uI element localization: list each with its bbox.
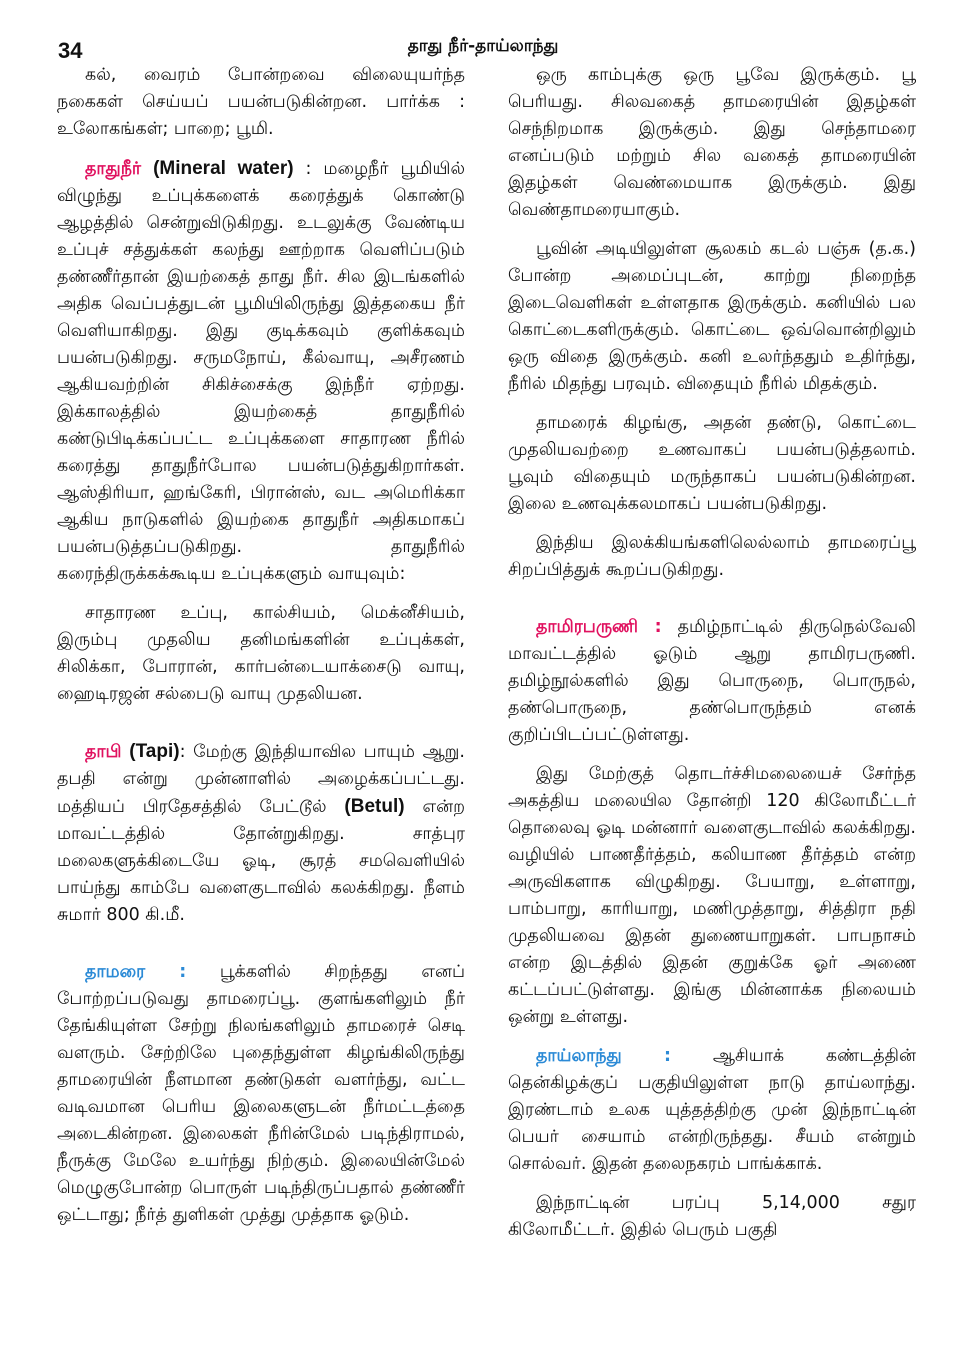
left-column xyxy=(57,62,465,1356)
tapi-body-b: என்ற மாவட்டத்தில் தோன்றுகிறது. சாத்புர மலைகளுக்கிடையே ஓடி, சூரத் சமவெளியில் பாய்ந்து காம்பே வளைகுடாவில் கலக்கிறது. நீளம் சுமார் 800 கி.மீ. xyxy=(57,797,465,925)
lotus-body: பூக்களில் சிறந்தது எனப் போற்றப்படுவது தாமரைப்பூ. குளங்களிலும் நீர் தேங்கியுள்ள சேற்று நிலங்களிலும் தாமரைச் செடி வளரும். சேற்றிலே புதைந்துள்ள கிழங்கிலிருந்து தாமரையின் நீளமான தண்டுகள் வளர்ந்து, வட்ட வடிவமான பெரிய இலைகளுடன் நீர்மட்டத்தை அடைகின்றன. இலைகள் நீரின்மேல் படிந்திராமல், நீருக்கு மேலே உயர்ந்து நிற்கும். இலையின்மேல் மெழுகுபோன்ற பொருள் படிந்திருப்பதால் தண்ணீர் ஒட்டாது; நீர்த் துளிகள் முத்து முத்தாக ஓடும். xyxy=(57,962,465,1225)
entry-lotus xyxy=(57,959,465,1229)
thailand-body-2: இந்நாட்டின் பரப்பு 5,14,000 சதுர கிலோமீட்டர். இதில் பெரும் பகுதி xyxy=(508,1193,916,1240)
right-column xyxy=(508,62,916,1356)
mineral-water-list: சாதாரண உப்பு, கால்சியம், மெக்னீசியம், இரும்பு முதலிய தனிமங்களின் உப்புக்கள், சிலிக்கா, போரான், கார்பன்டையாக்சைடு வாயு, ஹைடிரஜன் சல்பைடு வாயு முதலியன. xyxy=(57,603,465,704)
running-head: தாது நீர்-தாய்லாந்து xyxy=(407,36,559,56)
tamirabarani-body-1: தமிழ்நாட்டில் திருநெல்வேலி மாவட்டத்தில் ஓடும் ஆறு தாமிரபருணி. தமிழ்நூல்களில் இது பொருநை, பொருநல், தண்பொருநை, தண்பொருந்தம் எனக் குறிப்பிடப்பட்டுள்ளது. xyxy=(508,617,916,745)
entry-tamirabarani xyxy=(508,614,916,749)
lotus-continued-1: ஒரு காம்புக்கு ஒரு பூவே இருக்கும். பூ பெரியது. சிலவகைத் தாமரையின் இதழ்கள் செந்நிறமாக இருக்கும். இது செந்தாமரை எனப்படும் மற்றும் சில வகைத் தாமரையின் இதழ்கள் வெண்மையாக இருக்கும். இது வெண்தாமரையாகும். xyxy=(508,65,916,220)
latin-mineral-water: (Mineral water) xyxy=(153,158,294,179)
lotus-continued-2: பூவின் அடியிலுள்ள சூலகம் கடல் பஞ்சு (த.க.) போன்ற அமைப்புடன், காற்று நிறைந்த இடைவெளிகள் உள்ளதாக இருக்கும். கனியில் பல கொட்டைகளிருக்கும். கொட்டை ஒவ்வொன்றிலும் ஒரு விதை இருக்கும். கனி உலர்ந்ததும் உதிர்ந்து, நீரில் மிதந்து பரவும். விதையும் நீரில் மிதக்கும். xyxy=(508,239,916,394)
latin-tapi: (Tapi) xyxy=(129,741,180,762)
thailand-body-1: ஆசியாக் கண்டத்தின் தென்கிழக்குப் பகுதியிலுள்ள நாடு தாய்லாந்து. இரண்டாம் உலக யுத்தத்திற்கு முன் இந்நாட்டின் பெயர் சையாம் என்றிருந்தது. சீயம் என்றும் சொல்வர். இதன் தலைநகரம் பாங்க்காக். xyxy=(508,1046,916,1174)
headword-tamirabarani: தாமிரபருணி : xyxy=(536,617,662,637)
entry-tapi xyxy=(57,738,465,929)
intro-paragraph: கல், வைரம் போன்றவை விலையுயர்ந்த நகைகள் செய்யப் பயன்படுகின்றன. பார்க்க : உலோகங்கள்; பாறை; பூமி. xyxy=(57,65,465,139)
lotus-continued-4: இந்திய இலக்கியங்களிலெல்லாம் தாமரைப்பூ சிறப்பித்துக் கூறப்படுகிறது. xyxy=(508,533,916,580)
entry-mineral-water xyxy=(57,155,465,588)
latin-betul: (Betul) xyxy=(344,796,405,817)
headword-tapi: தாபி xyxy=(85,742,122,762)
tapi-body-a: : மேற்கு இந்தியாவில பாயும் ஆறு. தபதி என்று முன்னாளில் அழைக்கப்பட்டது. மத்தியப் பிரதேசத்தில் பேட்டூல் xyxy=(57,742,465,817)
page-number: 34 xyxy=(58,38,83,63)
entry-thailand xyxy=(508,1043,916,1178)
headword-lotus: தாமரை : xyxy=(85,962,187,982)
tamirabarani-body-2: இது மேற்குத் தொடர்ச்சிமலையைச் சேர்ந்த அகத்திய மலையில தோன்றி 120 கிலோமீட்டர் தொலைவு ஓடி மன்னார் வளைகுடாவில் கலக்கிறது. வழியில் பாணதீர்த்தம், கலியாண தீர்த்தம் என்ற அருவிகளாக விழுகிறது. பேயாறு, உள்ளாறு, பாம்பாறு, காரியாறு, மணிமுத்தாறு, சித்திரா நதி முதலியவை இதன் துணையாறுகள். பாபநாசம் என்ற இடத்தில் இதன் குறுக்கே ஓர் அணை கட்டப்பட்டுள்ளது. இங்கு மின்னாக்க நிலையம் ஒன்று உள்ளது. xyxy=(508,764,916,1027)
lotus-continued-3: தாமரைக் கிழங்கு, அதன் தண்டு, கொட்டை முதலியவற்றை உணவாகப் பயன்படுத்தலாம். பூவும் விதையும் மருந்தாகப் பயன்படுகின்றன. இலை உணவுக்கலமாகப் பயன்படுகிறது. xyxy=(508,413,916,514)
headword-mineral-water: தாதுநீர் xyxy=(85,159,142,179)
headword-thailand: தாய்லாந்து : xyxy=(536,1046,671,1066)
mineral-water-body: : மழைநீர் பூமியில் விழுந்து உப்புக்களைக் கரைத்துக் கொண்டு ஆழத்தில் சென்றுவிடுகிறது. உடலுக்கு வேண்டிய உப்புச் சத்துக்கள் கலந்து ஊற்றாக வெளிப்படும் தண்ணீர்தான் இயற்கைத் தாது நீர். சில இடங்களில் அதிக வெப்பத்துடன் பூமியிலிருந்து இத்தகைய நீர் வெளியாகிறது. இது குடிக்கவும் குளிக்கவும் பயன்படுகிறது. சருமநோய், கீல்வாயு, அசீரணம் ஆகியவற்றின் சிகிச்சைக்கு இந்நீர் ஏற்றது. இக்காலத்தில் இயற்கைத் தாதுநீரில் கண்டுபிடிக்கப்பட்ட உப்புக்களை சாதாரண நீரில் கரைத்து தாதுநீர்போல பயன்படுத்துகிறார்கள். ஆஸ்திரியா, ஹங்கேரி, பிரான்ஸ், வட அமெரிக்கா ஆகிய நாடுகளில் இயற்கை தாதுநீர் அதிகமாகப் பயன்படுத்தப்படுகிறது. தாதுநீரில் கரைந்திருக்கக்கூடிய உப்புக்களும் வாயுவும்: xyxy=(57,159,465,584)
